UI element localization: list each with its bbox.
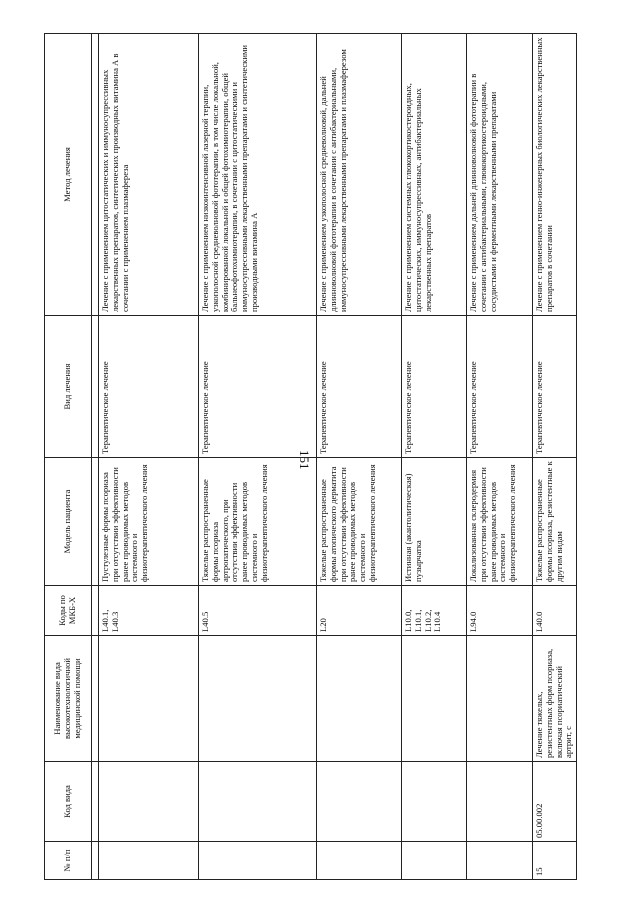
cell-code: 05.00.002	[533, 762, 577, 842]
cell-method: Лечение с применением низкоинтенсивной лазерной терапии, узкополосной средневолновой фототерапии, в том числе локальной, комбинированной локальной и общей фотохимиотерапии, общей бальнеофотохимиотерапии, в сочетании с цитостатическими и иммуносупрессивными лекарственными препаратами и синтетическими производными витамина А	[199, 34, 317, 316]
header-code: Код вида	[45, 762, 92, 842]
page-number: 151	[297, 450, 312, 470]
cell-num	[199, 842, 317, 880]
cell-num: 15	[533, 842, 577, 880]
header-type: Вид лечения	[45, 316, 92, 458]
cell-type: Терапевтическое лечение	[199, 316, 317, 458]
cell-icd: L10.0, L10.1, L10.2, L10.4	[402, 586, 467, 636]
cell-num	[467, 842, 533, 880]
cell-name: Лечение тяжелых, резистентных форм псориаза, включая псориатический артрит, с	[533, 636, 577, 762]
table-row	[402, 34, 467, 880]
cell-icd: L40.5	[199, 586, 317, 636]
rotated-table-container	[44, 34, 614, 880]
header-icd: Коды по МКБ-Х	[45, 586, 92, 636]
cell-name	[317, 636, 402, 762]
table-row	[199, 34, 317, 880]
table-row	[467, 34, 533, 880]
cell-icd: L40.0	[533, 586, 577, 636]
header-model: Модель пациента	[45, 458, 92, 586]
cell-name	[467, 636, 533, 762]
header-row	[45, 34, 92, 880]
cell-model: Тяжелые распространенные формы псориаза, резистентные к другим видам	[533, 458, 577, 586]
cell-method: Лечение с применением системных глюкокортикостероидных, цитостатических, иммуносупрессивных, антибактериальных лекарственных препаратов	[402, 34, 467, 316]
cell-code	[317, 762, 402, 842]
cell-model: Пустулезные формы псориаза при отсутствии эффективности ранее проводимых методов системного и физиотерапевтического лечения	[99, 458, 199, 586]
cell-name	[99, 636, 199, 762]
cell-icd: L40.1, L40.3	[99, 586, 199, 636]
cell-name	[199, 636, 317, 762]
cell-code	[467, 762, 533, 842]
cell-num	[99, 842, 199, 880]
header-num: № п/п	[45, 842, 92, 880]
cell-type: Терапевтическое лечение	[317, 316, 402, 458]
cell-code	[402, 762, 467, 842]
spacer-row	[92, 34, 99, 880]
cell-icd: L20	[317, 586, 402, 636]
cell-model: Тяжелые распространенные формы псориаза артропатического, при отсутствии эффективности ранее проводимых методов системного и физиотерапевтического лечения	[199, 458, 317, 586]
cell-type: Терапевтическое лечение	[467, 316, 533, 458]
cell-type: Терапевтическое лечение	[402, 316, 467, 458]
cell-method: Лечение с применением узкополосной средневолновой, дальней длинноволновой фототерапии в сочетании с антибактериальными, иммуносупрессивными лекарственными препаратами и плазмаферезом	[317, 34, 402, 316]
cell-method: Лечение с применением дальней длинноволновой фототерапии в сочетании с антибактериальными, глюкокортикостероидными, сосудистыми и ферментными лекарственными препаратами	[467, 34, 533, 316]
cell-num	[402, 842, 467, 880]
table-row	[317, 34, 402, 880]
cell-type: Терапевтическое лечение	[533, 316, 577, 458]
cell-model: Истинная (акантолитическая) пузырчатка	[402, 458, 467, 586]
cell-type: Терапевтическое лечение	[99, 316, 199, 458]
table-row	[533, 34, 577, 880]
cell-model: Тяжелые распространенные формы атопического дерматита при отсутствии эффективности ранее проводимых методов системного и физиотерапевтического лечения	[317, 458, 402, 586]
header-name: Наименование вида высокотехнологичной медицинской помощи	[45, 636, 92, 762]
cell-code	[199, 762, 317, 842]
cell-code	[99, 762, 199, 842]
cell-icd: L94.0	[467, 586, 533, 636]
treatment-table	[44, 33, 577, 880]
table-row	[99, 34, 199, 880]
cell-method: Лечение с применением генно-инженерных биологических лекарственных препаратов в сочетании	[533, 34, 577, 316]
header-method: Метод лечения	[45, 34, 92, 316]
cell-num	[317, 842, 402, 880]
cell-method: Лечение с применением цитостатических и иммуносупрессивных лекарственных препаратов, синтетических производных витамина А в сочетании с применением плазмафереза	[99, 34, 199, 316]
cell-model: Локализованная склеродермия при отсутствии эффективности ранее проводимых методов системного и физиотерапевтического лечения	[467, 458, 533, 586]
cell-name	[402, 636, 467, 762]
